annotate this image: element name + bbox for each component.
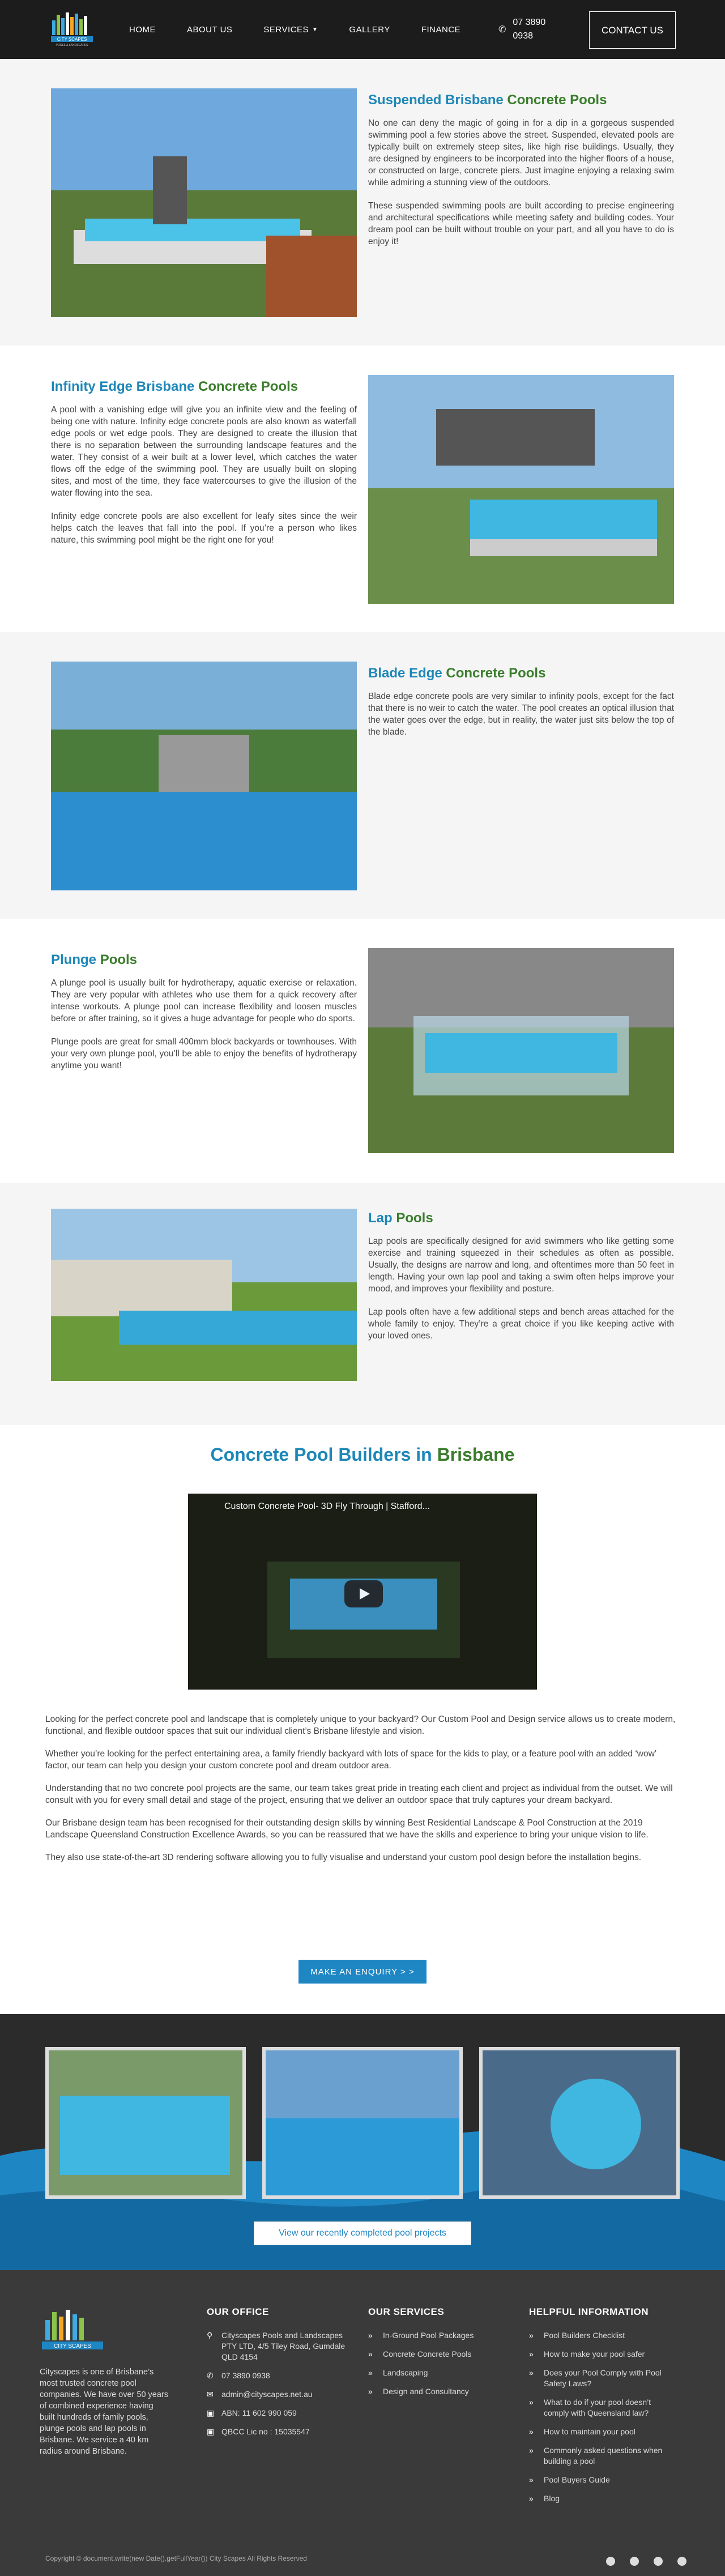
suspended-text: [368, 94, 674, 259]
id-card-icon: ▣: [207, 2408, 215, 2417]
video-title: Custom Concrete Pool- 3D Fly Through | Stafford...: [224, 1502, 430, 1511]
nav-gallery[interactable]: [349, 25, 390, 35]
gallery-image[interactable]: [45, 2047, 246, 2199]
footer-services: [368, 2306, 504, 2405]
paragraph: A pool with a vanishing edge will give you an infinite view and the feeling of being one with nature. Infinity edge concrete pools are also known as waterfall edge pools or wet edge pools. They are designed to create the illusion that there is no separation between the surrounding landscape features and the water. They consist of a weir built at a lower level, which catches the water flows off the edge of the swimming pool. They are usually built on sloping sites, and most of the time, they face watercourses to give the illusion of the water flowing into the sea.: [51, 405, 357, 498]
footer-about: Cityscapes is one of Brisbane’s most trusted concrete pool companies. We have over 50 years of combined experience having built hundreds of family pools, plunge pools and lap pools in Brisbane. We service a 40 km radius around Brisbane.: [40, 2368, 169, 2456]
paragraph: Looking for the perfect concrete pool and landscape that is completely unique to your backyard? Our Custom Pool and Design service allows us to create modern, functional, and flexible outdoor spaces that suit our individual client’s Brisbane lifestyle and vision.: [45, 1715, 676, 1736]
plunge-text: [51, 954, 357, 1083]
office-abn: ▣ ABN: 11 602 990 059: [207, 2408, 297, 2417]
paragraph: Blade edge concrete pools are very similar to infinity pools, except for the fact that there is no weir to catch the water. The pool creates an optical illusion that the water goes over the edge, but in reality, the water just sits below the top of the blade.: [368, 692, 674, 737]
double-chevron-icon: »: [529, 2446, 534, 2455]
section-plunge-pools: [0, 919, 725, 1183]
header-phone[interactable]: [498, 16, 547, 43]
footer-link[interactable]: » Landscaping: [368, 2368, 428, 2377]
paragraph: Understanding that no two concrete pool projects are the same, our team takes great pride in treating each client and project as individual from the outset. We will consult with you for every small detail and stage of the project, ensuring that we deliver an outdoor space that truly captures your dream backyard.: [45, 1784, 673, 1805]
footer-helpful-info: [529, 2306, 665, 2512]
nav-home-label: HOME: [129, 24, 156, 35]
copyright: Copyright © document.write(new Date().getFullYear()) City Scapes All Rights Reserved: [45, 2554, 307, 2562]
site-header: [0, 0, 725, 59]
blade-edge-text: [368, 667, 674, 749]
footer-link[interactable]: » Commonly asked questions when building a pool: [529, 2446, 663, 2466]
logo-text: CITY SCAPES: [57, 37, 87, 42]
paragraph: They also use state-of-the-art 3D rendering software allowing you to fully visualise and understand your custom pool design before the installation begins.: [45, 1853, 642, 1862]
double-chevron-icon: »: [368, 2368, 373, 2377]
paragraph: Lap pools are specifically designed for avid swimmers who like getting some exercise and training squeezed in their schedules as often as possible. Usually, the designs are narrow and long, and oftentimes more than 50 feet in length. Having your own lap pool and taking a swim often helps improve your mood, and improves your flexibility and posture.: [368, 1236, 674, 1294]
phone-icon: ✆: [498, 25, 506, 35]
gallery-section: [0, 2014, 725, 2270]
paragraph: Lap pools often have a few additional steps and bench areas attached for the whole family to enjoy. They’re a great choice if you like keeping active with your loved ones.: [368, 1307, 674, 1341]
footer-link[interactable]: » Pool Builders Checklist: [529, 2331, 625, 2340]
phone-number: 07 3890 0938: [513, 18, 546, 41]
section-heading: Infinity Edge Brisbane Concrete Pools: [51, 379, 298, 394]
nav-services[interactable]: [263, 25, 318, 35]
nav-home[interactable]: [129, 25, 156, 35]
builders-text: [45, 1713, 680, 1874]
footer-link[interactable]: » In-Ground Pool Packages: [368, 2331, 474, 2340]
footer-link[interactable]: » Design and Consultancy: [368, 2387, 469, 2396]
double-chevron-icon: »: [529, 2349, 534, 2359]
footer-heading: OUR SERVICES: [368, 2306, 445, 2317]
main-nav: [129, 0, 492, 59]
double-chevron-icon: »: [529, 2331, 534, 2340]
infinity-pool-image: [368, 375, 674, 604]
office-email[interactable]: ✉ admin@cityscapes.net.au: [207, 2390, 313, 2399]
footer-heading: HELPFUL INFORMATION: [529, 2306, 649, 2317]
location-icon: ⚲: [207, 2331, 213, 2340]
certificate-icon: ▣: [207, 2427, 215, 2436]
footer-link[interactable]: » What to do if your pool doesn’t comply with Queensland law?: [529, 2398, 651, 2417]
double-chevron-icon: »: [529, 2398, 534, 2407]
footer-link[interactable]: » Blog: [529, 2494, 560, 2503]
section-blade-edge-pools: [0, 632, 725, 919]
social-links: [606, 2557, 686, 2566]
pinterest-icon[interactable]: [630, 2557, 639, 2566]
gallery-image[interactable]: [479, 2047, 680, 2199]
section-lap-pools: [0, 1183, 725, 1425]
office-qbcc: ▣ QBCC Lic no : 15035547: [207, 2427, 310, 2436]
instagram-icon[interactable]: [654, 2557, 663, 2566]
mail-icon: ✉: [207, 2390, 214, 2399]
phone-icon: ✆: [207, 2371, 214, 2380]
double-chevron-icon: »: [529, 2475, 534, 2484]
double-chevron-icon: »: [529, 2494, 534, 2503]
section-heading: Lap Pools: [368, 1210, 433, 1226]
paragraph: No one can deny the magic of going in for a dip in a gorgeous suspended swimming pool a few stories above the street. Suspended, elevated pools are typically built on extremely steep sites, like high rise buildings. Usually, they are designed by engineers to be incorporated into the higher floors of a house, or constructed on large, concrete piers. Just imagine enjoying a relaxing swim while admiring a stunning view of the outdoors.: [368, 118, 674, 187]
double-chevron-icon: »: [529, 2368, 534, 2377]
footer-link[interactable]: » Concrete Concrete Pools: [368, 2349, 472, 2359]
infinity-text: [51, 381, 357, 557]
footer-link[interactable]: » How to make your pool safer: [529, 2349, 645, 2359]
office-phone[interactable]: ✆ 07 3890 0938: [207, 2371, 270, 2380]
nav-about-label: ABOUT US: [187, 24, 233, 35]
footer-link[interactable]: » Pool Buyers Guide: [529, 2475, 610, 2484]
nav-finance[interactable]: [421, 25, 460, 35]
footer-office: [207, 2306, 360, 2445]
footer-link[interactable]: » Does your Pool Comply with Pool Safety Laws?: [529, 2368, 662, 2388]
chevron-down-icon: ▼: [312, 26, 318, 33]
section-heading: Suspended Brisbane Concrete Pools: [368, 92, 607, 108]
footer-link[interactable]: » How to maintain your pool: [529, 2427, 636, 2436]
footer-logo-text: CITY SCAPES: [54, 2343, 91, 2349]
builders-heading: Concrete Pool Builders in Brisbane: [210, 1444, 515, 1465]
paragraph: These suspended swimming pools are built according to precise engineering and architectural specifications while meeting safety and building codes. Your dream pool can be built without trouble on your part, and all you have to do is enjoy it!: [368, 201, 674, 246]
section-infinity-pools: [0, 346, 725, 632]
plunge-pool-image: [368, 948, 674, 1153]
paragraph: A plunge pool is usually built for hydrotherapy, aquatic exercise or relaxation. They are very popular with athletes who use them for a quick recovery after intense workouts. A plunge pool can increase flexibility and loosen muscles before or after training, so it gives a huge advantage for people who do sports.: [51, 978, 357, 1023]
double-chevron-icon: »: [368, 2349, 373, 2359]
lap-pool-image: [51, 1209, 357, 1381]
paragraph: Plunge pools are great for small 400mm block backyards or townhouses. With your very own plunge pool, you’ll be able to enjoy the benefits of hydrotherapy anytime you want!: [51, 1037, 357, 1071]
suspended-pool-image: [51, 88, 357, 317]
section-suspended-pools: [0, 59, 725, 346]
nav-about-us[interactable]: [187, 25, 232, 35]
footer-heading: OUR OFFICE: [207, 2306, 269, 2317]
lap-text: [368, 1212, 674, 1353]
blade-edge-pool-image: [51, 662, 357, 890]
logo-subtext: POOLS & LANDSCAPES: [56, 44, 88, 47]
city-scapes-logo[interactable]: [50, 10, 94, 48]
play-icon[interactable]: [344, 1580, 383, 1607]
double-chevron-icon: »: [368, 2331, 373, 2340]
site-footer: [0, 2270, 725, 2576]
section-heading: Blade Edge Concrete Pools: [368, 666, 546, 681]
section-heading: Plunge Pools: [51, 952, 138, 967]
paragraph: Infinity edge concrete pools are also excellent for leafy sites since the weir helps catch the leaves that fall into the pool. If you’re a person who likes nature, this swimming pool might be the right one for you!: [51, 511, 357, 545]
facebook-icon[interactable]: [677, 2557, 686, 2566]
nav-services-label: SERVICES: [263, 24, 309, 35]
gallery-image[interactable]: [262, 2047, 463, 2199]
double-chevron-icon: »: [368, 2387, 373, 2396]
nav-gallery-label: GALLERY: [349, 24, 390, 35]
paragraph: Our Brisbane design team has been recognised for their outstanding design skills by winning Best Residential Landscape & Pool Construction at the 2019 Landscape Queensland Construction Excellence Awards, so you can be reassured that we have the skills and experience to bring your unique vision to life.: [45, 1818, 649, 1840]
paragraph: Whether you’re looking for the perfect entertaining area, a family friendly backyard with lots of space for the kids to play, or a feature pool with an added ‘wow’ factor, our team can help you design your custom concrete pool and dream outdoor area.: [45, 1749, 656, 1771]
contact-us-button[interactable]: CONTACT US: [589, 11, 676, 49]
nav-finance-label: FINANCE: [421, 24, 461, 35]
view-projects-button[interactable]: View our recently completed pool projects: [254, 2221, 471, 2245]
footer-logo[interactable]: [40, 2306, 108, 2357]
make-enquiry-button[interactable]: MAKE AN ENQUIRY > >: [298, 1960, 427, 1984]
youtube-icon[interactable]: [606, 2557, 615, 2566]
double-chevron-icon: »: [529, 2427, 534, 2436]
office-address: ⚲ Cityscapes Pools and Landscapes PTY LTD, 4/5 Tiley Road, Gumdale QLD 4154: [207, 2331, 346, 2361]
video-player[interactable]: [188, 1494, 537, 1690]
